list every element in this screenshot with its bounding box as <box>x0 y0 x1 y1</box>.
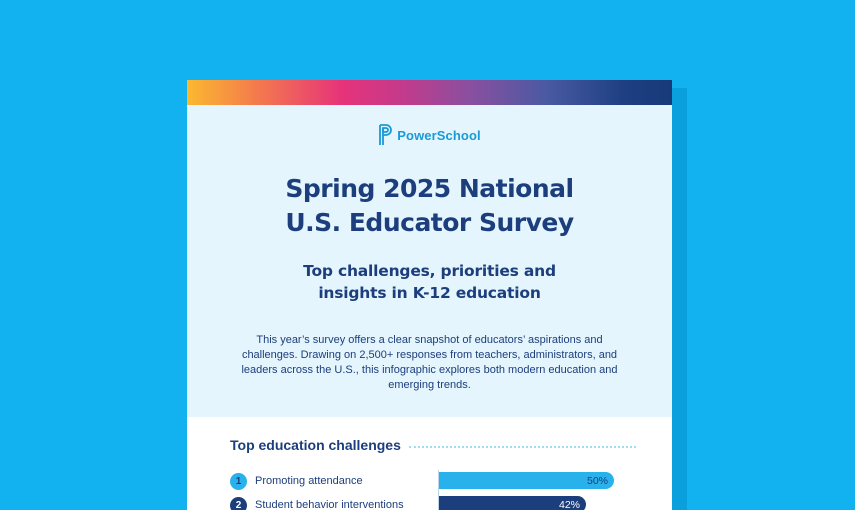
page-title <box>187 172 672 240</box>
gradient-header-bar <box>187 80 672 105</box>
section-title: Top education challenges <box>230 437 401 453</box>
challenge-row <box>230 496 404 510</box>
challenge-label: Promoting attendance <box>255 475 363 487</box>
bar-value-label: 42% <box>558 498 580 510</box>
challenges-section <box>187 417 672 510</box>
powerschool-p-logo-icon <box>378 124 392 146</box>
title-line-1: Spring 2025 National <box>285 174 574 203</box>
challenge-row <box>230 472 363 490</box>
subtitle-line-1: Top challenges, priorities and <box>303 262 556 280</box>
bar-value-label: 50% <box>586 474 608 487</box>
brand <box>187 124 672 146</box>
brand-name: PowerSchool <box>397 127 481 143</box>
challenge-label: Student behavior interventions <box>255 499 404 510</box>
chart-bar <box>439 496 586 510</box>
dotted-divider <box>409 446 636 448</box>
subtitle-line-2: insights in K-12 education <box>318 284 541 302</box>
rank-badge: 1 <box>230 473 247 490</box>
page-subtitle <box>187 260 672 304</box>
infographic-card <box>187 80 672 510</box>
chart-bar <box>439 472 614 489</box>
section-header <box>230 437 636 453</box>
rank-badge: 2 <box>230 497 247 510</box>
title-line-2: U.S. Educator Survey <box>285 208 574 237</box>
intro-paragraph: This year’s survey offers a clear snapshot of educators’ aspirations and challenges. Drawing on 2,500+ responses from teachers, administrators, and leaders across the U.S., this infographic explores both modern education and emerging trends. <box>241 334 618 391</box>
